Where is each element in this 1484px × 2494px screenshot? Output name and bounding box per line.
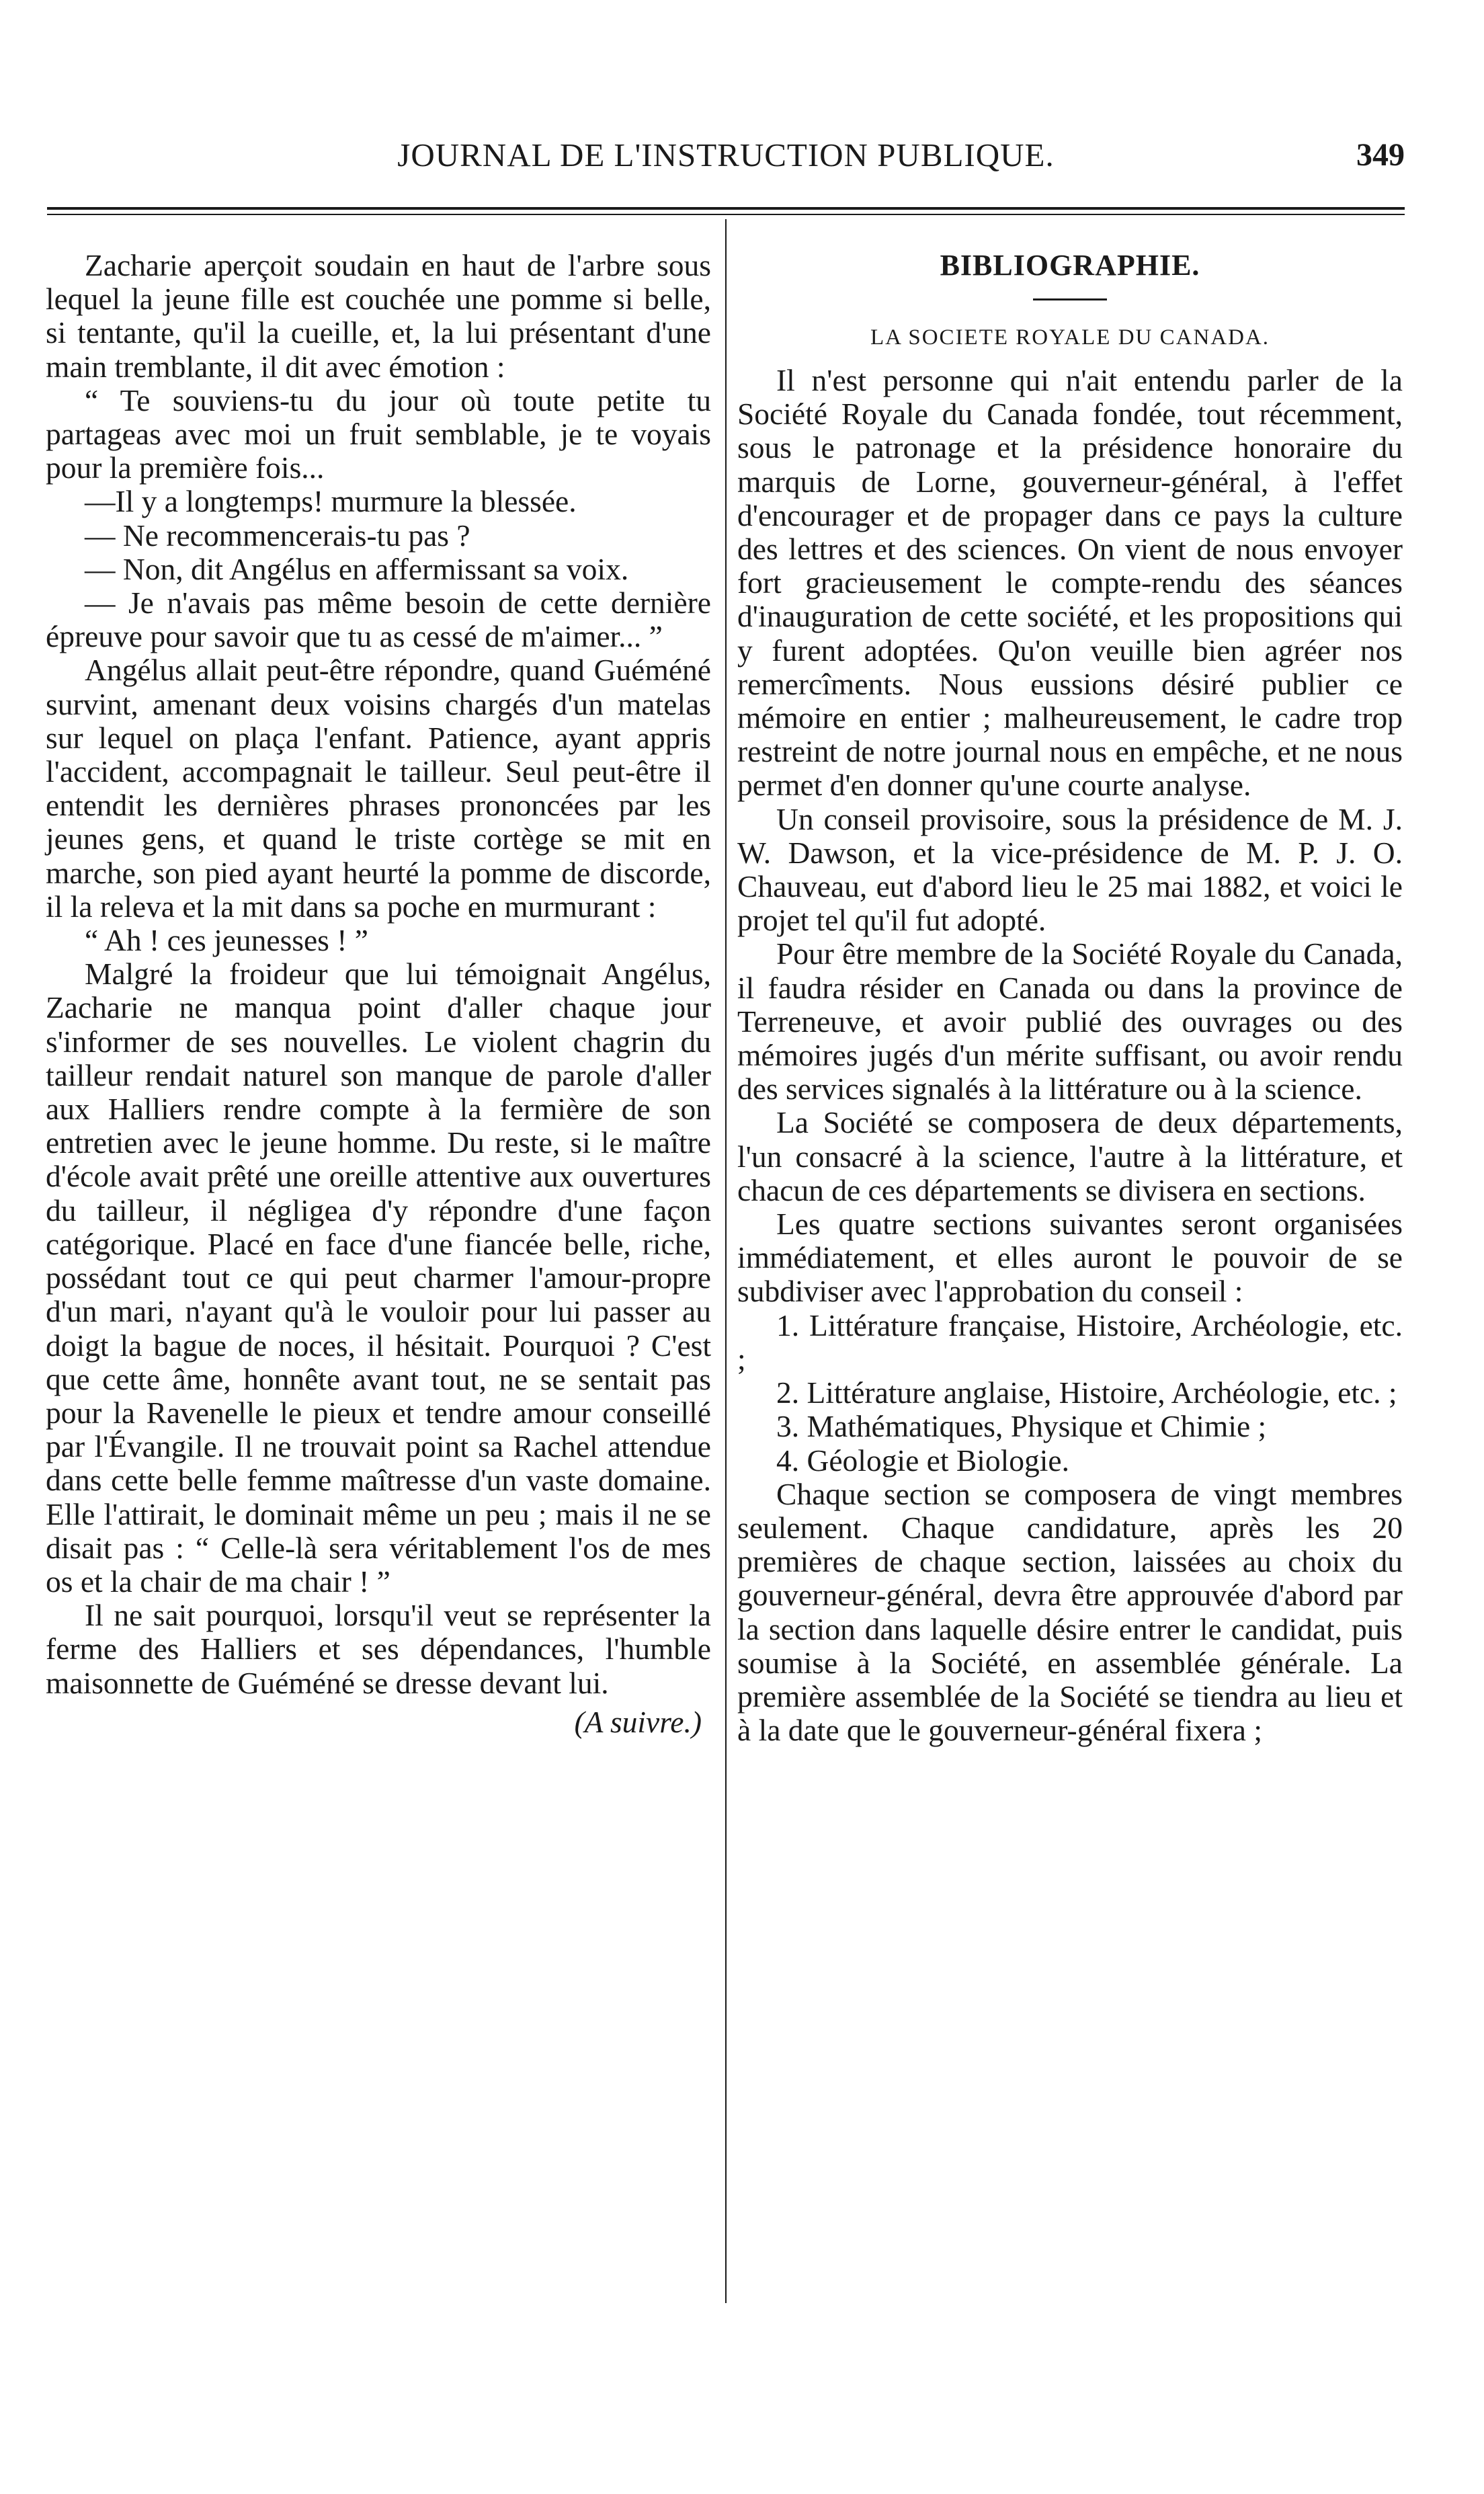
paragraph: — Ne recommencerais-tu pas ? (85, 518, 470, 553)
running-header (47, 132, 1405, 179)
section-title: BIBLIOGRAPHIE. (940, 249, 1200, 282)
list-item: 1. Littérature française, Histoire, Archéologie, etc. ; (737, 1308, 1403, 1376)
header-rule-thin (47, 214, 1405, 215)
list-item: 4. Géologie et Biologie. (776, 1443, 1069, 1478)
to-be-continued: (A suivre.) (574, 1704, 702, 1739)
list-item: 2. Littérature anglaise, Histoire, Archéologie, etc. ; (776, 1375, 1397, 1410)
paragraph: Angélus allait peut-être répondre, quand Guéméné survint, amenant deux voisins chargés d'un matelas sur lequel on plaça l'enfant. Patience, ayant appris l'accident, accompagnait le tailleur. Seul peut-être il entendit les dernières phrases prononcées par les jeunes gens, et quand le triste cortège se mit en marche, son pied ayant heurté la pomme de discorde, il la releva et la mit dans sa poche en murmurant : (46, 653, 711, 924)
paragraph: Les quatre sections suivantes seront organisées immédiatement, et elles auront le pouvoir de se subdiviser avec l'approbation du conseil : (737, 1207, 1403, 1309)
left-column (46, 249, 711, 1739)
paragraph: Malgré la froideur que lui témoignait Angélus, Zacharie ne manqua point d'aller chaque jour s'informer de ses nouvelles. Le violent chagrin du tailleur rendait naturel son manque de parole d'aller aux Halliers rendre compte à la fermière de son entretien avec le jeune homme. Du reste, si le maître d'école avait prêté une oreille attentive aux ouvertures du tailleur, il négligea d'y répondre d'une façon catégorique. Placé en face d'une fiancée belle, riche, possédant tout ce qui peut charmer l'amour-propre d'un mari, n'ayant qu'à le vouloir pour lui passer au doigt la bague de noces, il hésitait. Pourquoi ? C'est que cette âme, honnête avant tout, ne se sentait pas pour la Ravenelle le pieux et tendre amour conseillé par l'Évangile. Il ne trouvait point sa Rachel attendue dans cette belle femme maîtresse d'un vaste domaine. Elle l'attirait, le dominait même un peu ; mais il ne se disait pas : “ Celle-là sera véritablement l'os de mes os et la chair de ma chair ! ” (46, 957, 711, 1599)
paragraph: Chaque section se composera de vingt membres seulement. Chaque candidature, après les 20 premières de chaque section, laissées au choix du gouverneur-général, devra être approuvée d'abord par la section dans laquelle désire entrer le candidat, puis soumise à la Société, en assemblée générale. La première assemblée de la Société se tiendra au lieu et à la date que le gouverneur-général fixera ; (737, 1476, 1403, 1748)
paragraph: Il ne sait pourquoi, lorsqu'il veut se représenter la ferme des Halliers et ses dépendances, l'humble maisonnette de Guéméné se dresse devant lui. (46, 1598, 711, 1700)
right-column (737, 249, 1403, 1747)
column-divider (725, 219, 727, 2303)
paragraph: —Il y a longtemps! murmure la blessée. (85, 484, 577, 519)
paragraph: La Société se composera de deux départements, l'un consacré à la science, l'autre à la littérature, et chacun de ces départements se divisera en sections. (737, 1105, 1403, 1207)
page-number: 349 (1356, 137, 1405, 173)
header-rule-thick (47, 207, 1405, 210)
running-title: JOURNAL DE L'INSTRUCTION PUBLIQUE. (397, 136, 1055, 173)
list-item: 3. Mathématiques, Physique et Chimie ; (776, 1409, 1267, 1444)
paragraph: Il n'est personne qui n'ait entendu parler de la Société Royale du Canada fondée, tout récemment, sous le patronage et la présidence honoraire du marquis de Lorne, gouverneur-général, à l'effet d'encourager et de propager dans ce pays la culture des lettres et des sciences. On vient de nous envoyer fort gracieusement le compte-rendu des séances d'inauguration de cette société, et les propositions qui y furent adoptées. Qu'on veuille bien agréer nos remercîments. Nous eussions désiré publier ce mémoire en entier ; malheureusement, le cadre trop restreint de notre journal nous en empêche, et ne nous permet d'en donner qu'une courte analyse. (737, 363, 1403, 803)
paragraph: Un conseil provisoire, sous la présidence de M. J. W. Dawson, et la vice-présidence de M. P. J. O. Chauveau, eut d'abord lieu le 25 mai 1882, et voici le projet tel qu'il fut adopté. (737, 801, 1403, 938)
article-subtitle: LA SOCIETE ROYALE DU CANADA. (870, 325, 1270, 350)
title-rule (1033, 298, 1107, 300)
paragraph: “ Ah ! ces jeunesses ! ” (85, 923, 368, 958)
paragraph: “ Te souviens-tu du jour où toute petite tu partageas avec moi un fruit semblable, je te voyais pour la première fois... (46, 383, 711, 485)
paragraph: Zacharie aperçoit soudain en haut de l'arbre sous lequel la jeune fille est couchée une pomme si belle, si tentante, qu'il la cueille, et, la lui présentant d'une main tremblante, il dit avec émotion : (46, 248, 711, 384)
paragraph: Pour être membre de la Société Royale du Canada, il faudra résider en Canada ou dans la province de Terreneuve, et avoir publié des ouvrages ou des mémoires jugés d'un mérite suffisant, ou avoir rendu des services signalés à la littérature ou à la science. (737, 936, 1403, 1107)
paragraph: — Non, dit Angélus en affermissant sa voix. (85, 551, 629, 586)
paragraph: — Je n'avais pas même besoin de cette dernière épreuve pour savoir que tu as cessé de m'aimer... ” (46, 586, 711, 654)
